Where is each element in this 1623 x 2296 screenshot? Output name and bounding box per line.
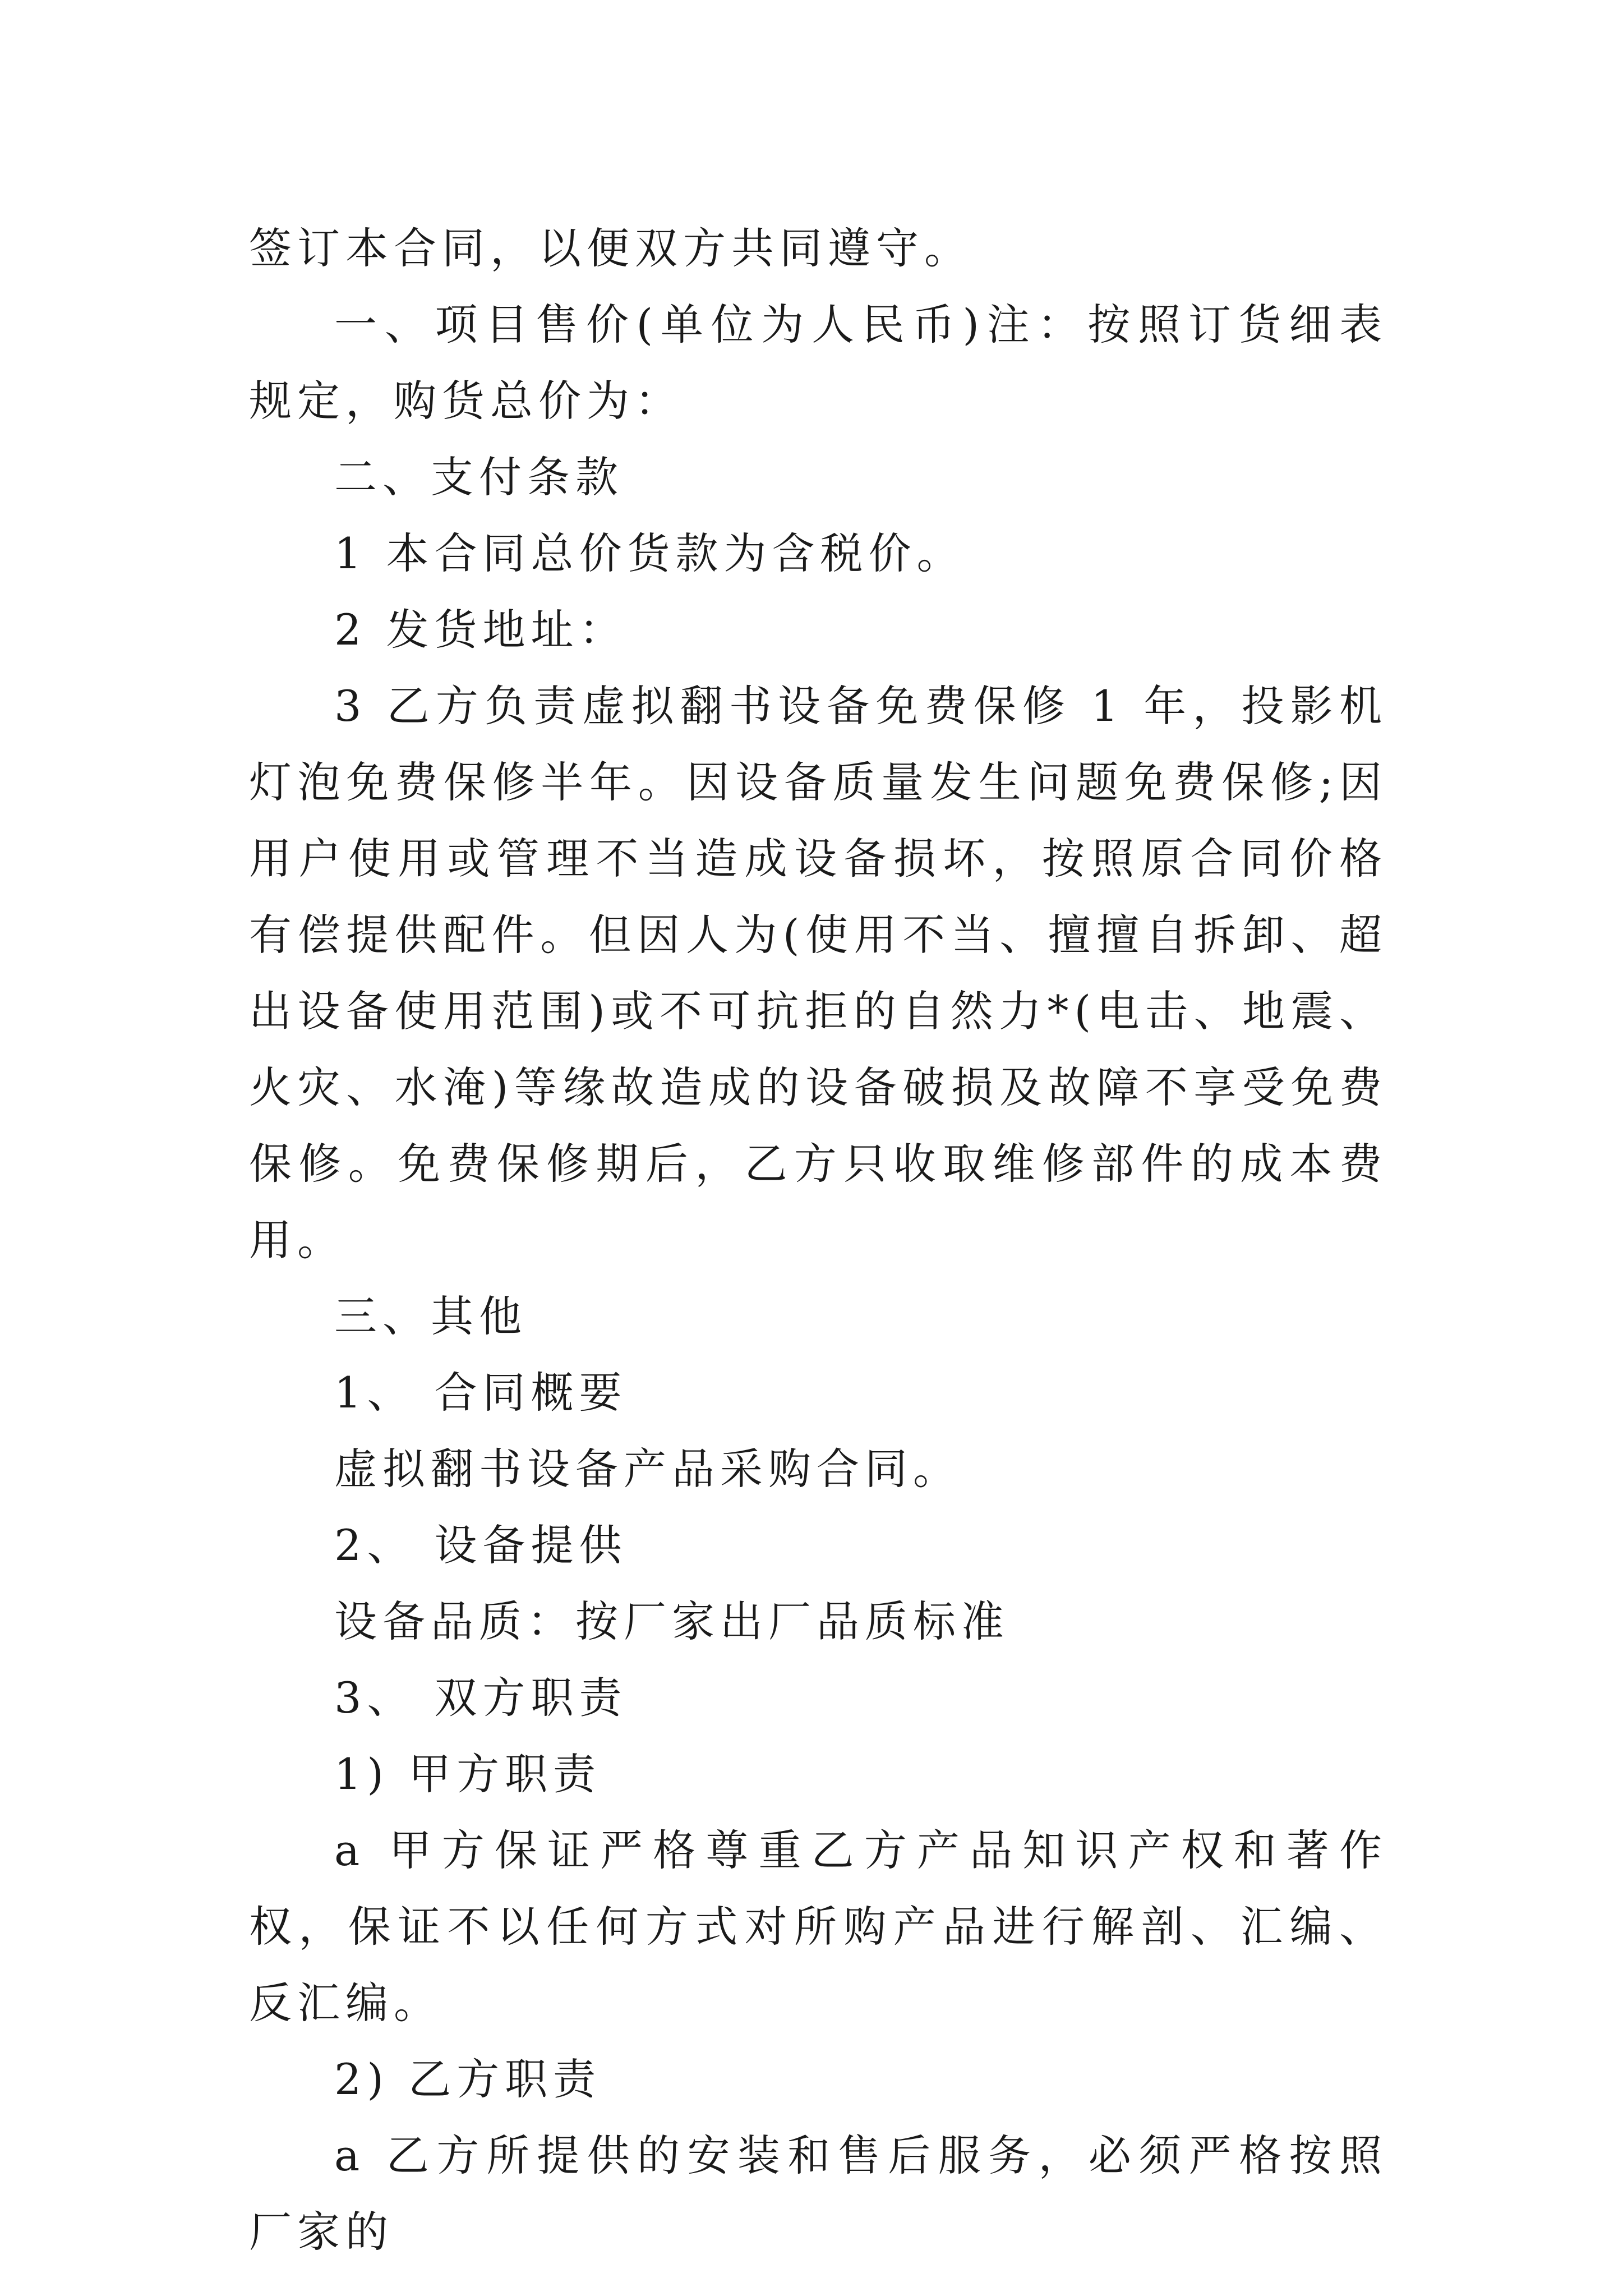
paragraph-contract-summary: 虚拟翻书设备产品采购合同。 — [334, 1444, 961, 1494]
document-body — [249, 210, 1387, 2270]
paragraph-payment-item-1: 1 本合同总价货款为含税价。 — [334, 528, 965, 578]
heading-responsibilities: 3、 双方职责 — [334, 1673, 628, 1723]
paragraph-party-b-duty-a: a 乙方所提供的安装和售后服务，必须严格按照厂家的 — [249, 2131, 1387, 2257]
heading-party-b-duties: 2) 乙方职责 — [334, 2054, 602, 2104]
heading-contract-summary: 1、 合同概要 — [334, 1368, 628, 1418]
paragraph-payment-item-2: 2 发货地址： — [334, 605, 628, 655]
paragraph-payment-item-3: 3 乙方负责虚拟翻书设备免费保修 1 年，投影机灯泡免费保修半年。因设备质量发生问题免费保修;因用户使用或管理不当造成设备损坏，按照原合同价格有偿提供配件。但因人为(使用不当、擅擅自拆卸、超出设备使用范围)或不可抗拒的自然力*(电击、地震、火灾、水淹)等缘故造成的设备破损及故障不享受免费保修。免费保修期后，乙方只收取维修部件的成本费用。 — [249, 681, 1387, 1265]
heading-section-2-payment: 二、支付条款 — [334, 452, 624, 502]
paragraph-equipment-quality: 设备品质：按厂家出厂品质标准 — [334, 1596, 1009, 1646]
paragraph-section-1-price: 一、项目售价(单位为人民币)注：按照订货细表规定，购货总价为： — [249, 300, 1387, 426]
paragraph-party-a-duty-a: a 甲方保证严格尊重乙方产品知识产权和著作权，保证不以任何方式对所购产品进行解剖、汇编、反汇编。 — [249, 1825, 1387, 2028]
heading-equipment-supply: 2、 设备提供 — [334, 1520, 628, 1570]
paragraph-intro: 签订本合同，以便双方共同遵守。 — [249, 223, 972, 273]
heading-party-a-duties: 1) 甲方职责 — [334, 1749, 602, 1799]
heading-section-3-other: 三、其他 — [334, 1291, 527, 1341]
